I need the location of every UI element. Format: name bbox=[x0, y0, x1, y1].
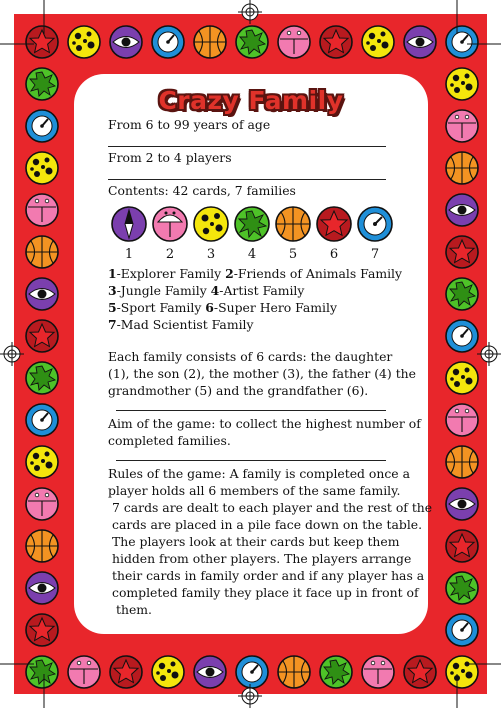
game-title: Crazy Family bbox=[158, 86, 344, 115]
rules-line: them. bbox=[116, 602, 152, 617]
family-number: 5 bbox=[288, 247, 298, 262]
rules-line: cards are placed in a pile face down on the table. bbox=[112, 517, 423, 532]
aim-line: Aim of the game: to collect the highest number of bbox=[108, 416, 421, 431]
composition-line: Each family consists of 6 cards: the daughter bbox=[108, 349, 393, 364]
family-number: 4 bbox=[247, 247, 257, 262]
composition-line: (1), the son (2), the mother (3), the father (4) the bbox=[108, 366, 416, 381]
paint-splat-icon bbox=[234, 206, 270, 242]
star-icon bbox=[316, 206, 352, 242]
rules-line: hidden from other players. The players arrange bbox=[112, 551, 412, 566]
divider bbox=[108, 146, 386, 147]
family-number: 6 bbox=[329, 247, 339, 262]
rules-line: The players look at their cards but keep them bbox=[112, 534, 400, 549]
divider bbox=[116, 410, 386, 411]
family-list-line: 5-Sport Family 6-Super Hero Family bbox=[108, 300, 337, 315]
rules-line: Rules of the game: A family is completed once a bbox=[108, 466, 410, 481]
leopard-spots-icon bbox=[193, 206, 229, 242]
meter-icon bbox=[357, 206, 393, 242]
rules-line: player holds all 6 members of the same family. bbox=[108, 483, 401, 498]
divider bbox=[108, 179, 386, 180]
rules-line: completed family they place it face up in front of bbox=[112, 585, 419, 600]
composition-line: grandmother (5) and the grandfather (6). bbox=[108, 383, 369, 398]
basketball-icon bbox=[275, 206, 311, 242]
divider bbox=[116, 460, 386, 461]
family-number: 7 bbox=[370, 247, 380, 262]
family-number: 1 bbox=[124, 247, 134, 262]
age-range: From 6 to 99 years of age bbox=[108, 117, 271, 132]
rules-line: their cards in family order and if any player has a bbox=[112, 568, 425, 583]
aim-line: completed families. bbox=[108, 433, 231, 448]
rules-line: 7 cards are dealt to each player and the rest of the bbox=[112, 500, 433, 515]
compass-icon bbox=[111, 206, 147, 242]
family-number: 2 bbox=[165, 247, 175, 262]
contents: Contents: 42 cards, 7 families bbox=[108, 183, 296, 198]
player-count: From 2 to 4 players bbox=[108, 150, 232, 165]
rules-card bbox=[74, 74, 433, 634]
family-number: 3 bbox=[206, 247, 216, 262]
parachute-icon bbox=[152, 206, 188, 242]
family-list-line: 1-Explorer Family 2-Friends of Animals Family bbox=[108, 266, 403, 281]
family-list-line: 3-Jungle Family 4-Artist Family bbox=[108, 283, 305, 298]
family-list-line: 7-Mad Scientist Family bbox=[108, 317, 254, 332]
